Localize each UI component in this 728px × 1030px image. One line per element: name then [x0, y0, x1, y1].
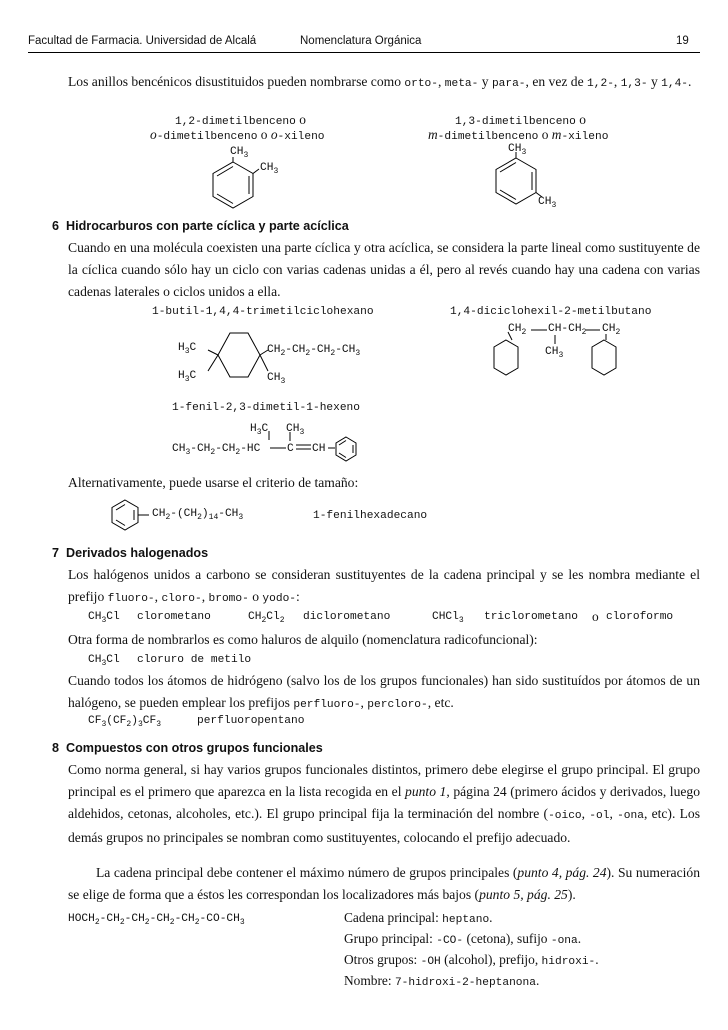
s8-formula: $HOCH_2-CH_2-CH_2-CH_2-CH_2-CO-CH_3$	[68, 913, 245, 928]
s8-text: , etc). Los demás grupos no principales se nombran como sustituyentes, colocando el prefijo adecuado.	[68, 805, 700, 846]
intro-sep: ,	[437, 74, 445, 89]
meta-prefix: m	[428, 127, 438, 142]
section-title: Compuestos con otros grupos funcionales	[66, 741, 323, 755]
section-8-paragraph-2	[68, 862, 700, 906]
section-number: 7	[52, 546, 60, 560]
prefix-bromo: bromo-	[208, 592, 249, 605]
cmp1-h3c-top: $H_3C$	[178, 342, 197, 357]
section-8-heading	[52, 741, 323, 755]
cmp3-h3c: $H_3C$	[250, 423, 269, 438]
alt-criterion-text: Alternativamente, puede usarse el criterio de tamaño:	[68, 475, 359, 490]
intro-sep: y	[647, 74, 662, 89]
meta-name: 1,3-dimetilbenceno	[455, 116, 576, 128]
ex2-name: diclorometano	[303, 611, 391, 623]
ex3-alt-name: cloroformo	[606, 611, 674, 623]
cmp2-ch2-left: $CH_2$	[508, 323, 527, 338]
s7-sep: , etc.	[427, 694, 454, 710]
meta-name-line2	[428, 126, 608, 144]
meta-name: -xileno	[561, 131, 609, 143]
suffix-oico: -oico	[548, 809, 582, 822]
intro-text: Los anillos bencénicos disustituidos pueden nombrarse como	[68, 74, 405, 89]
cmp1-cyclohexane-structure	[200, 325, 275, 385]
meta-or: o	[575, 112, 586, 127]
ortho-prefix: o	[270, 127, 278, 142]
s7-text: Los halógenos unidos a carbono se consideran sustituyentes de la cadena principal y se les nombra mediante el prefijo	[68, 567, 700, 604]
ortho-or: o	[295, 112, 306, 127]
ex5-name: perfluoropentano	[197, 715, 305, 727]
cmp2-ch2-right: $CH_2$	[602, 323, 621, 338]
intro-sep: y	[478, 74, 492, 89]
section-8-paragraph-1	[68, 759, 700, 849]
prefix-fluoro: fluoro-	[107, 592, 155, 605]
cmp4-phenyl-structure	[105, 497, 155, 537]
s8-ref: punto 4	[517, 865, 559, 880]
cmp2-structure	[488, 322, 638, 387]
s8-ref: punto 5	[479, 886, 521, 902]
s8-sep: ,	[581, 805, 590, 821]
ex3-name: triclorometano	[484, 611, 578, 623]
cmp3-chain: $CH_3-CH_2-CH_2-HC$	[172, 443, 261, 458]
s8-main-group: Grupo principal: -CO- (cetona), sufijo -ona.	[344, 931, 582, 947]
ortho-name: -dimetilbenceno	[156, 131, 258, 143]
s7-sep: :	[296, 588, 300, 604]
cmp3-ch: CH	[312, 443, 326, 455]
cmp1-h3c-bottom: $H_3C$	[178, 370, 197, 385]
s7-sep: ,	[154, 588, 162, 604]
s8-text: , página 24 (primero ácidos y derivados, luego aldehidos, cetonas, alcoholes, etc.). El grupo principal fija la terminación del nombre (	[68, 783, 700, 821]
section-7-paragraph-c	[68, 670, 700, 717]
header-institution: Facultad de Farmacia. Universidad de Alcalá	[28, 35, 257, 47]
locant-12: 1,2-	[587, 78, 614, 90]
meta-xylene-structure	[490, 150, 550, 210]
s8-text: ). Su numeración se elige de forma que a éstos les correspondan los localizadores más bajos (	[68, 865, 700, 902]
ex1-formula: $CH_3Cl$	[88, 611, 120, 626]
ex3-formula: CHCl$_3$	[432, 611, 464, 626]
meta-prefix: m	[551, 127, 562, 142]
section-title: Derivados halogenados	[66, 546, 209, 560]
s8-ref: punto 1	[405, 783, 447, 799]
section-number: 8	[52, 741, 60, 755]
ex2-formula: $CH_2Cl_2$	[248, 611, 285, 626]
intro-sep: .	[688, 74, 692, 89]
s8-name: Nombre: 7-hidroxi-2-heptanona.	[344, 973, 540, 989]
prefix-percloro: percloro-	[367, 698, 428, 711]
ortho-name-line2	[150, 126, 325, 144]
section-7-paragraph-a	[68, 564, 700, 611]
intro-paragraph	[68, 71, 700, 96]
s8-text: La cadena principal debe contener el máximo número de grupos principales (	[96, 865, 518, 880]
section-number: 6	[52, 219, 60, 233]
page-number: 19	[676, 35, 689, 47]
section-title: Hidrocarburos con parte cíclica y parte acíclica	[66, 219, 349, 233]
s8-ref: , pág. 25	[520, 886, 568, 902]
meta-ch3-top: $CH_3$	[508, 143, 527, 158]
prefix-orto: orto-	[404, 78, 438, 90]
cmp1-methyl: $CH_3$	[267, 372, 286, 387]
intro-sep: ,	[613, 74, 621, 89]
cmp4-name: 1-fenilhexadecano	[313, 510, 428, 522]
s7-sep: ,	[360, 694, 368, 710]
locant-13: 1,3-	[620, 78, 648, 90]
ortho-prefix: o	[150, 127, 157, 142]
cmp3-c: C	[287, 443, 294, 455]
cmp3-name: 1-fenil-2,3-dimetil-1-hexeno	[172, 402, 360, 414]
section-7-paragraph-b: Otra forma de nombrarlos es como haluros de alquilo (nomenclatura radicofuncional):	[68, 632, 538, 647]
prefix-meta: meta-	[444, 78, 479, 90]
cmp1-name: 1-butil-1,4,4-trimetilciclohexano	[152, 306, 374, 318]
s8-main-chain: Cadena principal: heptano.	[344, 910, 493, 926]
ortho-or: o	[257, 127, 271, 142]
ortho-ch3-side: $CH_3$	[260, 162, 279, 177]
intro-text: , en vez de	[525, 74, 588, 89]
cmp3-structure	[265, 428, 375, 468]
cmp2-methyl: $CH_3$	[545, 346, 564, 361]
meta-or: o	[538, 127, 552, 142]
meta-name: -dimetilbenceno	[437, 131, 539, 143]
s8-ref: , pág. 24	[558, 865, 607, 880]
prefix-yodo: yodo-	[262, 592, 296, 605]
ex3-or: o	[592, 609, 599, 624]
cmp4-formula: $CH_2-(CH_2)_{14}-CH_3$	[152, 508, 244, 523]
s8-text: ).	[567, 886, 576, 902]
ex5-formula: $CF_3(CF_2)_3CF_3$	[88, 715, 161, 730]
s8-sep: ,	[609, 805, 618, 821]
s8-other-groups: Otros grupos: -OH (alcohol), prefijo, hidroxi-.	[344, 952, 599, 968]
ex4-name: cloruro de metilo	[137, 654, 252, 666]
suffix-ona: -ona	[617, 809, 644, 822]
ortho-name: -xileno	[277, 131, 325, 143]
cmp3-ch3: $CH_3$	[286, 423, 305, 438]
prefix-para: para-	[491, 78, 526, 90]
cmp2-ch-ch2: $CH-CH_2$	[548, 323, 587, 338]
s8-text: Como norma general, si hay varios grupos funcionales distintos, primero debe elegirse el grupo principal. El grupo principal es el primero que aparezca en la lista recogida en el	[68, 762, 700, 799]
ortho-name: 1,2-dimetilbenceno	[175, 116, 296, 128]
cmp1-butyl-chain: $CH_2-CH_2-CH_2-CH_3$	[267, 344, 361, 359]
meta-ch3-bottom: $CH_3$	[538, 196, 557, 211]
header-title: Nomenclatura Orgánica	[300, 35, 422, 47]
ortho-xylene-structure	[205, 155, 265, 215]
locant-14: 1,4-	[661, 78, 689, 90]
section-6-paragraph: Cuando en una molécula coexisten una parte cíclica y otra acíclica, se considera la parte lineal como sustituyente de la cíclica cuando sólo hay un ciclo con varias cadenas unidas a él, pero al revés cuando hay una cadena con varias cadenas laterales o ciclos unidos a ella.	[68, 240, 700, 299]
cmp2-name: 1,4-diciclohexil-2-metilbutano	[450, 306, 652, 318]
s7-sep: ,	[201, 588, 209, 604]
ortho-ch3-top: $CH_3$	[230, 146, 249, 161]
ex4-formula: $CH_3Cl$	[88, 654, 120, 669]
suffix-ol: -ol	[589, 809, 610, 822]
ex1-name: clorometano	[137, 611, 211, 623]
s7-text: Cuando todos los átomos de hidrógeno (salvo los de los grupos funcionales) han sido sustituídos por átomos de un halógeno, se pueden emplear los prefijos	[68, 673, 700, 710]
header-rule	[28, 52, 700, 53]
section-7-heading	[52, 546, 208, 560]
prefix-perfluoro: perfluoro-	[293, 698, 361, 711]
s7-sep: o	[248, 588, 263, 604]
section-6-heading	[52, 219, 349, 233]
prefix-cloro: cloro-	[161, 592, 202, 605]
